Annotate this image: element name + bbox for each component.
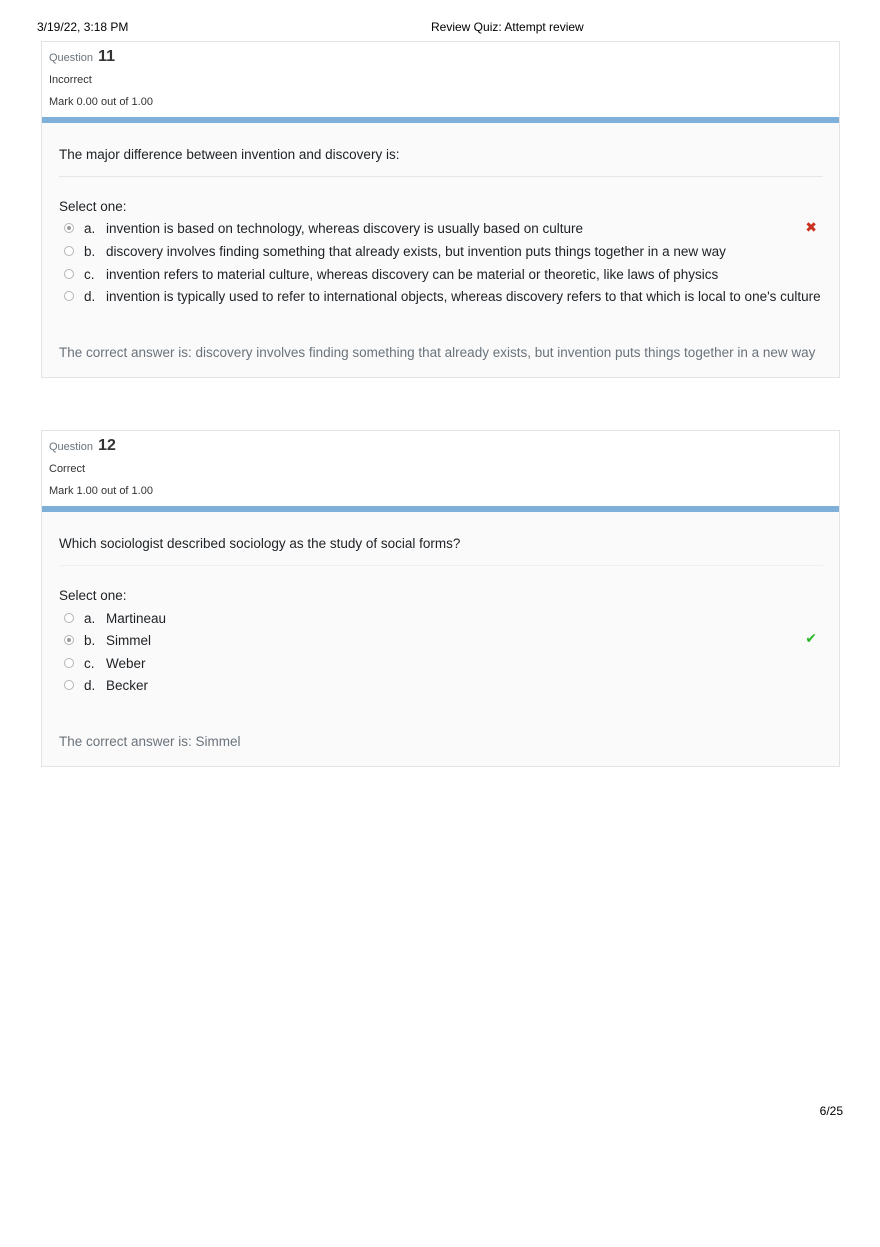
- correct-icon: ✔: [805, 630, 817, 646]
- radio-button[interactable]: [64, 658, 74, 668]
- correct-answer-feedback: The correct answer is: Simmel: [59, 734, 241, 749]
- select-one-prompt: Select one:: [59, 588, 127, 603]
- radio-button[interactable]: [64, 269, 74, 279]
- correct-answer-feedback: The correct answer is: discovery involves finding something that already exists, but invention puts things together in a new way: [59, 345, 816, 360]
- radio-button[interactable]: [64, 635, 74, 645]
- question-grade: Mark 0.00 out of 1.00: [49, 96, 153, 108]
- question-number: Question 12: [49, 437, 116, 454]
- question-divider-bar: [42, 506, 839, 512]
- radio-button[interactable]: [64, 246, 74, 256]
- question-info: [42, 42, 839, 117]
- radio-button[interactable]: [64, 680, 74, 690]
- question-grade: Mark 1.00 out of 1.00: [49, 485, 153, 497]
- incorrect-icon: ✖: [805, 219, 817, 235]
- print-datetime: 3/19/22, 3:18 PM: [37, 20, 129, 34]
- page-number: 6/25: [819, 1104, 843, 1118]
- print-title: Review Quiz: Attempt review: [431, 20, 584, 34]
- radio-button[interactable]: [64, 613, 74, 623]
- question-divider-bar: [42, 117, 839, 123]
- question-text: The major difference between invention and discovery is:: [59, 147, 400, 162]
- radio-button[interactable]: [64, 291, 74, 301]
- print-header: [37, 20, 843, 36]
- question-info: [42, 431, 839, 506]
- question-11: Question 11 Incorrect Mark 0.00 out of 1.00 The major difference between invention and discovery is: Select one: a. invention is based on technology, whereas discovery is usually based on culture ✖ b. discovery involves finding something that already exists, but invention puts things together in a new way c. invention refers to material culture, whereas discovery can be material or theoretic, like laws of physics d. invention is typically used to refer to international objects, whereas discovery refers to that which is local to one's culture The correct answer is: discovery involves finding something that already exists, but invention puts things together in a new way: [41, 41, 840, 378]
- radio-button[interactable]: [64, 223, 74, 233]
- select-one-prompt: Select one:: [59, 199, 127, 214]
- question-number: Question 11: [49, 48, 116, 65]
- question-state: Incorrect: [49, 74, 92, 86]
- question-text-divider: [59, 565, 823, 566]
- question-text: Which sociologist described sociology as the study of social forms?: [59, 536, 461, 551]
- question-text-divider: [59, 176, 823, 177]
- question-state: Correct: [49, 463, 86, 475]
- question-12: Question 12 Correct Mark 1.00 out of 1.00 Which sociologist described sociology as the study of social forms? Select one: a. Martineau b. Simmel ✔ c. Weber d. Becker The correct answer is: Simmel: [41, 430, 840, 767]
